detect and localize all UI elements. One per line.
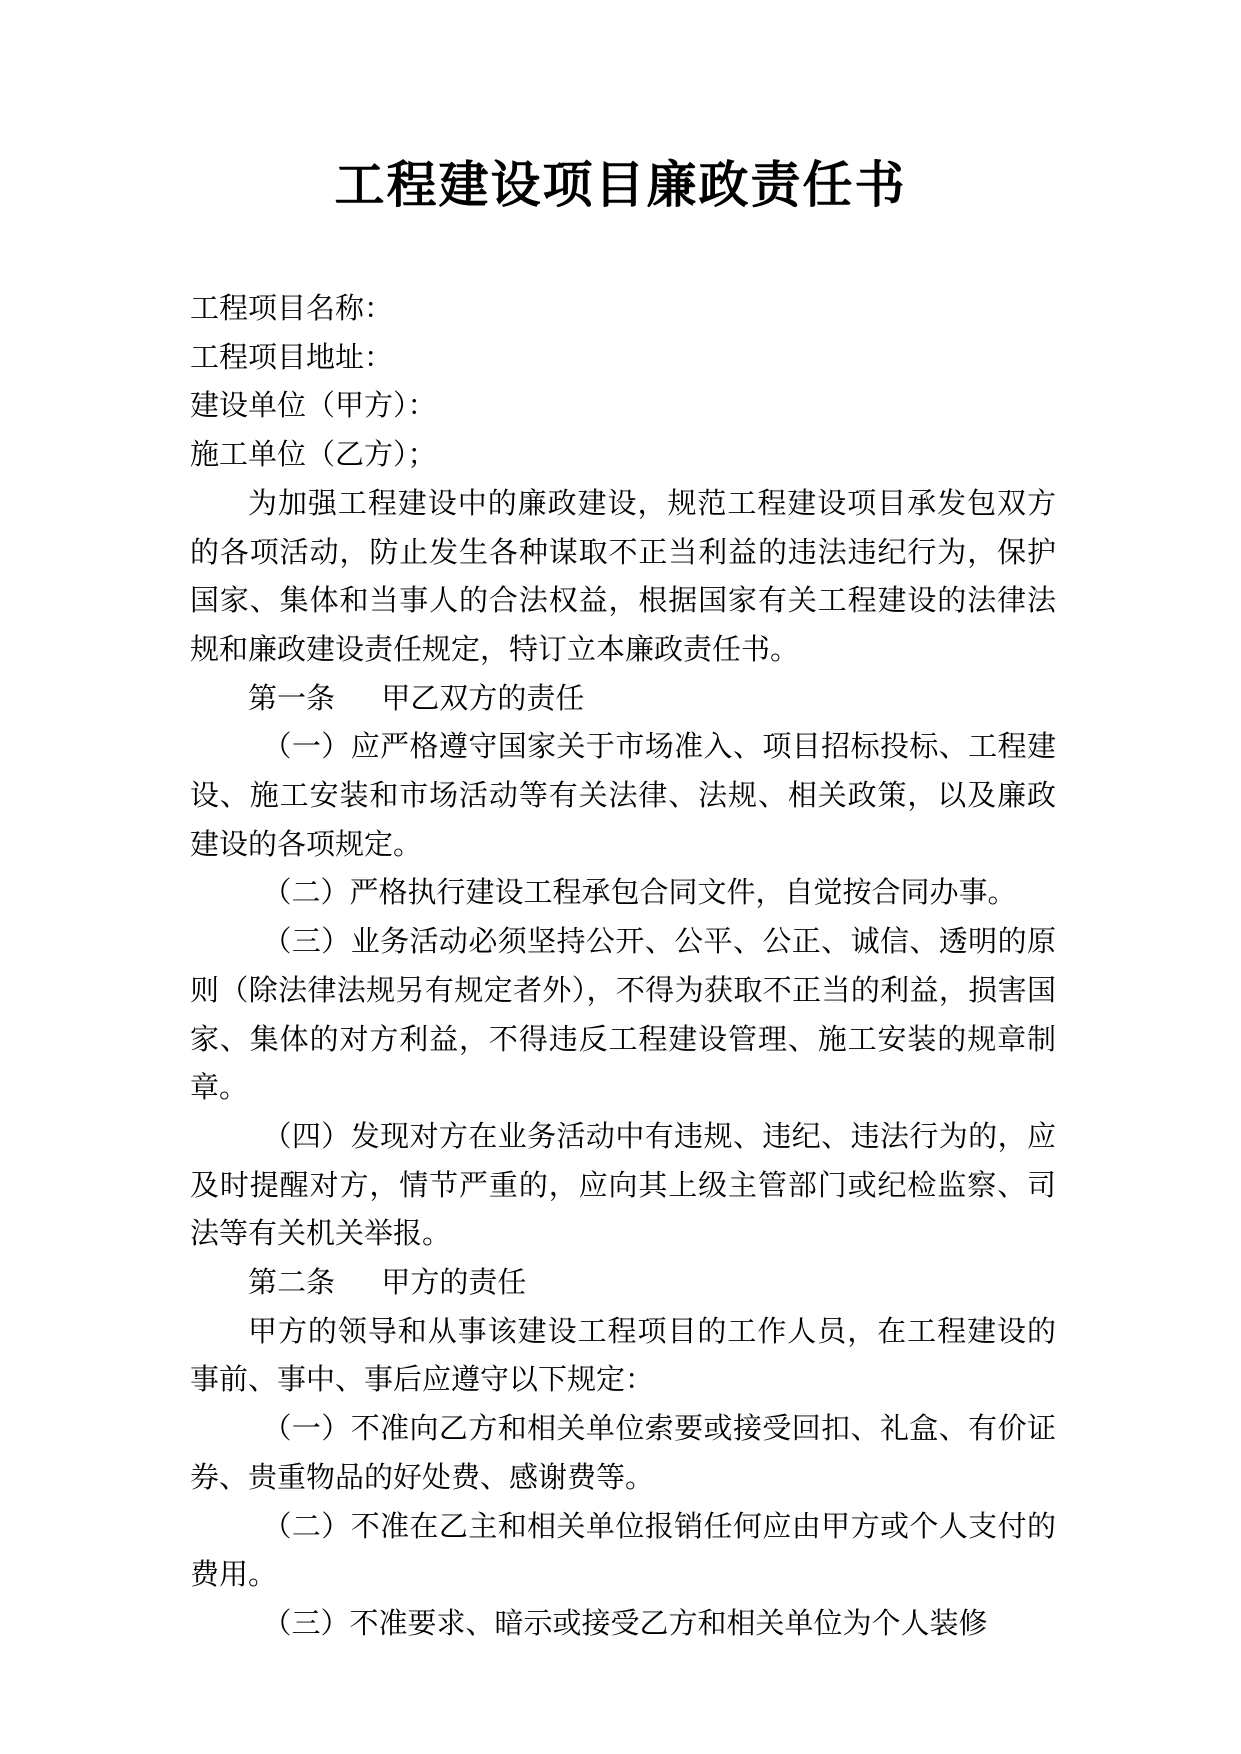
article-2-title: 甲方的责任 [381,1265,527,1300]
field-project-address: 工程项目地址： [190,339,394,374]
article-1-item-1: （一）应严格遵守国家关于市场准入、项目招标投标、工程建设、施工安装和市场活动等有关法律、法规、相关政策，以及廉政建设的各项规定。 [190,729,1056,861]
article-2-item-2: （二）不准在乙主和相关单位报销任何应由甲方或个人支付的费用。 [190,1508,1056,1592]
intro-paragraph: 为加强工程建设中的廉政建设，规范工程建设项目承发包双方的各项活动，防止发生各种谋取不正当利益的违法违纪行为，保护国家、集体和当事人的合法权益，根据国家有关工程建设的法律法规和廉政建设责任规定，特订立本廉政责任书。 [190,485,1056,666]
article-2-item-1: （一）不准向乙方和相关单位索要或接受回扣、礼盒、有价证券、贵重物品的好处费、感谢费等。 [190,1411,1056,1494]
article-1-item-3: （三）业务活动必须坚持公开、公平、公正、诚信、透明的原则（除法律法规另有规定者外），不得为获取不正当的利益，损害国家、集体的对方利益，不得违反工程建设管理、施工安装的规章制章。 [190,924,1056,1105]
article-1-item-2: （二）严格执行建设工程承包合同文件，自觉按合同办事。 [262,875,1017,910]
field-party-a: 建设单位（甲方）： [190,388,437,423]
article-2-heading [190,1258,1056,1307]
article-2-number: 第二条 [248,1265,336,1300]
document-title: 工程建设项目廉政责任书 [334,156,907,214]
article-1-item-4: （四）发现对方在业务活动中有违规、违纪、违法行为的，应及时提醒对方，情节严重的，应向其上级主管部门或纪检监察、司法等有关机关举报。 [190,1118,1056,1251]
article-1-title: 甲乙双方的责任 [381,680,585,715]
article-2-intro: 甲方的领导和从事该建设工程项目的工作人员，在工程建设的事前、事中、事后应遵守以下规定： [190,1313,1056,1397]
field-party-b: 施工单位（乙方）； [190,437,437,472]
article-1-number: 第一条 [248,680,336,715]
article-1-heading [190,674,1056,723]
document-body [190,284,1056,1648]
article-2-item-3: （三）不准要求、暗示或接受乙方和相关单位为个人装修 [262,1605,988,1640]
field-project-name: 工程项目名称： [190,291,394,325]
